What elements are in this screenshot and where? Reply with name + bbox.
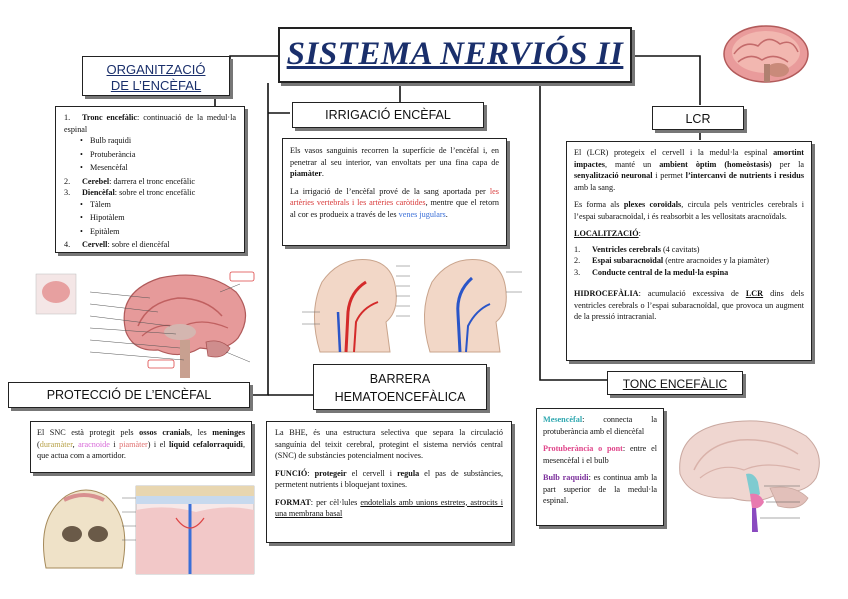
- lcr-p1: El (LCR) protegeix el cervell i la medul·la espinal amortint impactes, manté un ambient òptim (homeòstasis) per la senyalització neuronal i permet l’intercanvi de nutrients i residus amb la sang.: [574, 148, 805, 192]
- lcr-loc-item-3: 3. Conducte central de la medul·la espina: [574, 267, 729, 277]
- lcr-panel: [566, 141, 812, 361]
- brain-illustration-top: [720, 22, 812, 86]
- lcr-p2: Es forma als plexes coroïdals, circula pels ventricles cerebrals i l’espai subaracnoïdal, i és reabsorbit a les vellositats aracnoïdals.: [574, 200, 804, 221]
- org-item-3: 3. Diencèfal: sobre el tronc encefàlic: [64, 188, 196, 197]
- barrera-header-line1: BARRERA: [369, 372, 431, 386]
- org-sub-talem: • Tàlem: [64, 199, 236, 211]
- tronc-protuberancia: Protuberància o pont: entre el mesencèfal i el bulb: [543, 444, 657, 465]
- lcr-loc-item-1: 1. Ventricles cerebrals (4 cavitats): [574, 244, 700, 254]
- proteccio-header: PROTECCIÓ DE L’ENCÈFAL: [8, 382, 250, 408]
- org-sub-protuberancia: • Protuberància: [64, 149, 236, 161]
- irrigacio-p2: La irrigació de l’encèfal prové de la sang aportada per les artèries vertebrals i les artèries caròtides, mentre que el retorn al cor es produeix a través de les venes jugulars.: [290, 186, 499, 219]
- brain-sagittal-illustration: [30, 262, 262, 380]
- organitzacio-panel: [55, 106, 245, 253]
- lcr-loc-item-2: 2. Espai subaracnoïdal (entre aracnoides y la piamàter): [574, 256, 769, 265]
- org-sub-bulb: • Bulb raquidi: [64, 135, 236, 147]
- org-sub-hipotalem: • Hipotàlem: [64, 212, 236, 224]
- irrigacio-p1: Els vasos sanguinis recorren la superfície de l’encèfal i, en penetrar al seu interior, van envoltats per una fina capa de piamàter.: [290, 146, 499, 178]
- irrigacio-header: IRRIGACIÓ ENCÈFAL: [292, 102, 484, 128]
- barrera-header-line2: HEMATOENCEFÀLICA: [334, 390, 466, 404]
- barrera-format: FORMAT: per cèl·lules endotelials amb unions estretes, astrocits i una membrana basal: [275, 497, 504, 518]
- head-vessels-illustration: [300, 252, 525, 360]
- lcr-loc-title: LOCALITZACIÓ:: [574, 229, 641, 238]
- title-box: [278, 27, 632, 83]
- tronc-mesencefal: Mesencèfal: connecta la protuberància amb el diencèfal: [543, 415, 657, 436]
- brainstem-illustration: [670, 414, 830, 534]
- tronc-header: TONC ENCEFÀLIC: [607, 371, 743, 395]
- proteccio-panel: El SNC està protegit pels ossos cranials, les meninges (duramàter, aracnoide i piamàter) i el líquid cefalorraquidi, que actua com a amortidor.: [30, 421, 252, 473]
- irrigacio-panel: [282, 138, 507, 246]
- org-item-1: 1. Tronc encefàlic: continuació de la medul·la espinal: [64, 113, 236, 134]
- org-item-4: 4. Cervell: sobre el diencèfal: [64, 240, 170, 249]
- page-title: SISTEMA NERVIÓS II: [286, 36, 624, 72]
- barrera-header: [313, 364, 487, 410]
- org-item-2: 2. Cerebel: darrera el tronc encefàlic: [64, 176, 196, 186]
- meninges-illustration: [36, 478, 258, 578]
- barrera-p1: La BHE, és una estructura selectiva que separa la circulació sanguínia del teixit cerebral, protegint el sistema nerviós central (SNC) de substàncies potencialment nocives.: [275, 428, 503, 460]
- tronc-panel: [536, 408, 664, 526]
- organitzacio-header-line2: DE L’ENCÈFAL: [110, 78, 202, 93]
- organitzacio-header-line1: ORGANITZACIÓ: [106, 62, 206, 77]
- tronc-bulb: Bulb raquidi: es continua amb la part superior de la medul·la espinal.: [543, 473, 658, 505]
- barrera-panel: [266, 421, 512, 543]
- lcr-hidrocefalia: HIDROCEFÀLIA: acumulació excessiva de LCR dins dels ventricles cerebrals o l’espai subaracnoïdal, que provoca un augment de la pressió intracranial.: [574, 289, 804, 321]
- lcr-header: LCR: [652, 106, 744, 130]
- org-sub-mesencefal: • Mesencèfal: [64, 162, 236, 174]
- barrera-funcio: FUNCIÓ: protegeir el cervell i regula el pas de substàncies, permetent nutrients i bloquejant toxines.: [275, 468, 503, 489]
- org-sub-epitalem: • Epitàlem: [64, 226, 236, 238]
- organitzacio-header: [82, 56, 230, 96]
